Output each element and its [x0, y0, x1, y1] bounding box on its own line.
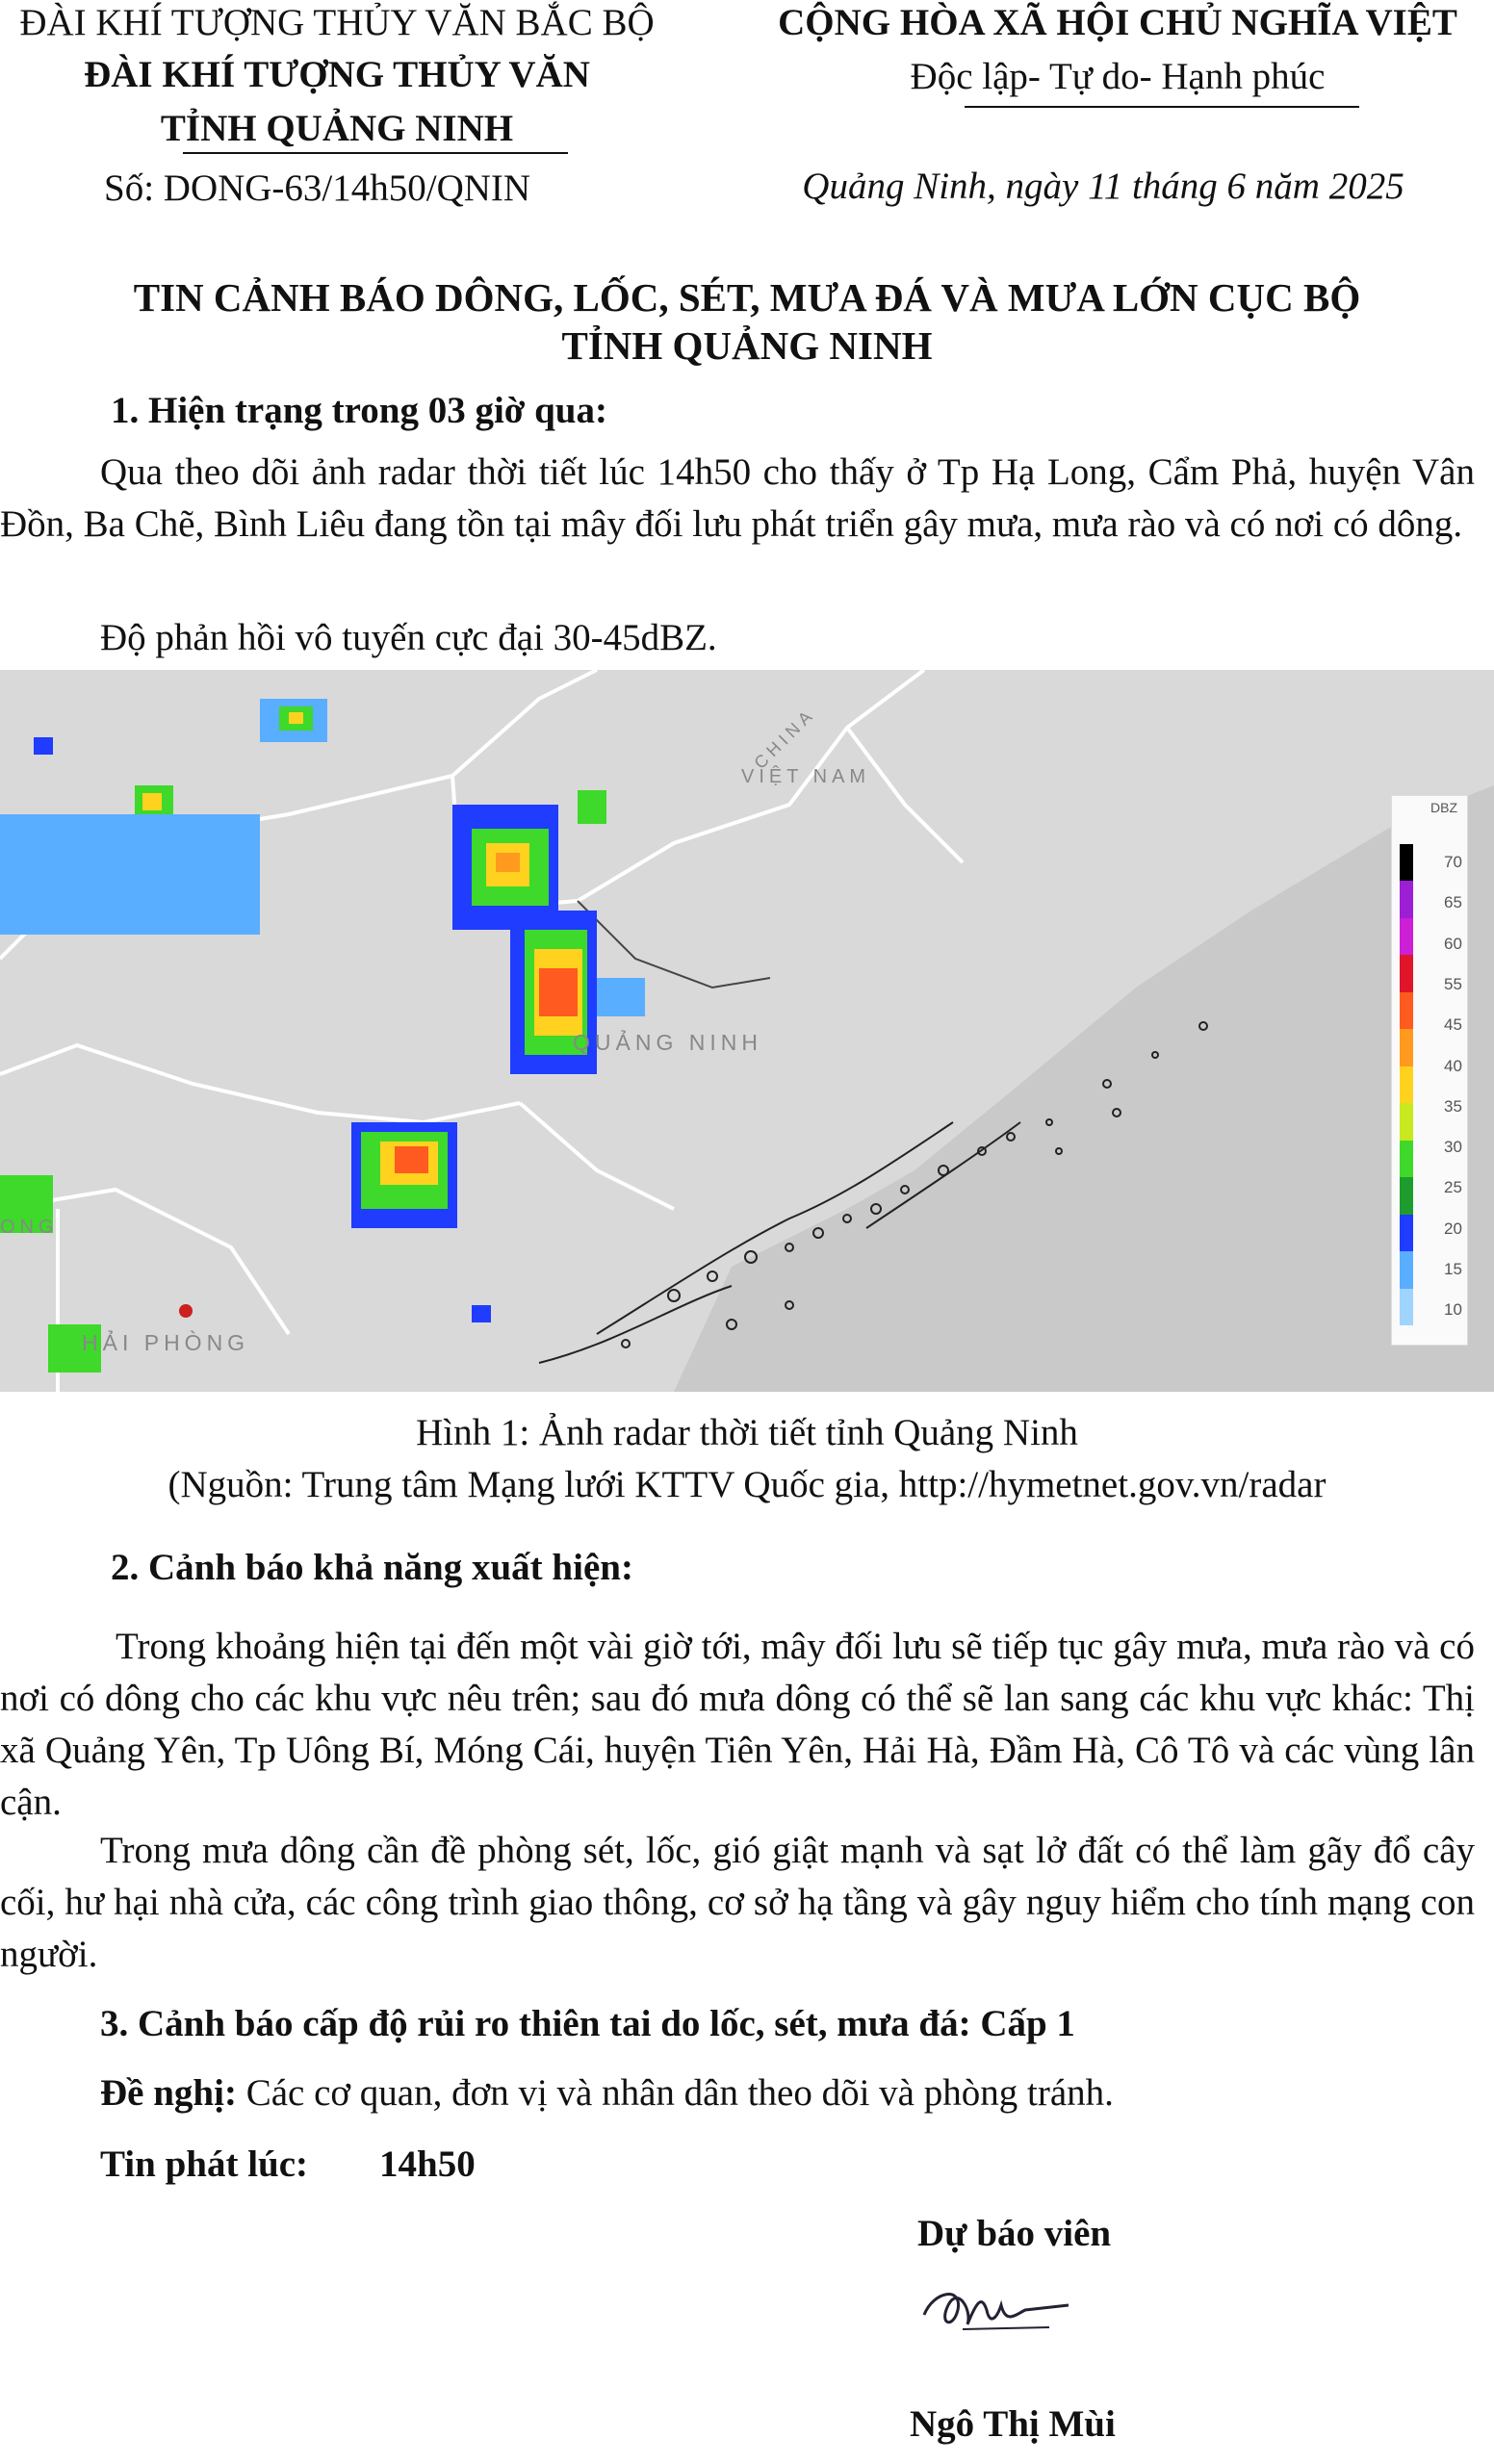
legend-color-step	[1400, 1141, 1413, 1177]
legend-value: 20	[1444, 1219, 1462, 1238]
legend-color-step	[1400, 1251, 1413, 1288]
legend-value: 65	[1444, 893, 1462, 912]
signature-mark	[905, 2272, 1097, 2348]
republic-title: CỘNG HÒA XÃ HỘI CHỦ NGHĨA VIỆT	[778, 2, 1457, 43]
legend-color-bar	[1400, 844, 1413, 1325]
legend-value: 60	[1444, 934, 1462, 953]
map-label-quangninh: QUẢNG NINH	[573, 1030, 762, 1055]
agency-province: TỈNH QUẢNG NINH	[160, 108, 514, 149]
agency-underline	[183, 152, 568, 154]
map-label-edge: ONG	[0, 1217, 59, 1238]
figure-source: (Nguồn: Trung tâm Mạng lưới KTTV Quốc gia, http://hymetnet.gov.vn/radar	[167, 1464, 1327, 1505]
legend-color-step	[1400, 1289, 1413, 1325]
recommendation	[100, 2071, 1114, 2115]
section2-paragraph1: Trong khoảng hiện tại đến một vài giờ tới, mây đối lưu sẽ tiếp tục gây mưa, mưa rào và có nơi có dông cho các khu vực nêu trên; sau đó mưa dông có thể sẽ lan sang các khu vực khác: Thị xã Quảng Yên, Tp Uông Bí, Móng Cái, huyện Tiên Yên, Hải Hà, Đầm Hà, Cô Tô và các vùng lân cận.	[0, 1626, 1475, 1823]
reflectivity-note: Độ phản hồi vô tuyến cực đại 30-45dBZ.	[100, 617, 717, 658]
document-title: TIN CẢNH BÁO DÔNG, LỐC, SÉT, MƯA ĐÁ VÀ MƯA LỚN CỤC BỘ	[133, 275, 1361, 320]
legend-color-step	[1400, 1215, 1413, 1251]
map-label-haiphong: HẢI PHÒNG	[82, 1330, 250, 1355]
legend-value: 45	[1444, 1015, 1462, 1035]
legend-value: 25	[1444, 1178, 1462, 1197]
legend-color-step	[1400, 1066, 1413, 1103]
place-date: Quảng Ninh, ngày 11 tháng 6 năm 2025	[802, 166, 1404, 207]
section1-paragraph: Qua theo dõi ảnh radar thời tiết lúc 14h50 cho thấy ở Tp Hạ Long, Cẩm Phả, huyện Vân Đồn, Ba Chẽ, Bình Liêu đang tồn tại mây đối lưu phát triển gây mưa, mưa rào và có nơi có dông.	[0, 451, 1475, 545]
signer-role: Dự báo viên	[917, 2213, 1112, 2254]
legend-value: 55	[1444, 974, 1462, 993]
map-label-china: CHINA	[750, 704, 819, 773]
doc-number: Số: DONG-63/14h50/QNIN	[104, 167, 531, 209]
issued-time: 14h50	[379, 2143, 476, 2185]
legend-color-step	[1400, 1103, 1413, 1140]
recommendation-text: Các cơ quan, đơn vị và nhân dân theo dõi và phòng tránh.	[236, 2072, 1114, 2114]
legend-color-step	[1400, 918, 1413, 955]
legend-unit: DBZ	[1430, 800, 1457, 815]
legend-color-step	[1400, 992, 1413, 1029]
section1-heading: 1. Hiện trạng trong 03 giờ qua:	[111, 390, 607, 431]
figure-caption: Hình 1: Ảnh radar thời tiết tỉnh Quảng Ninh	[416, 1412, 1078, 1453]
legend-color-step	[1400, 844, 1413, 881]
national-motto: Độc lập- Tự do- Hạnh phúc	[910, 56, 1326, 97]
recommendation-label: Đề nghị:	[100, 2072, 237, 2114]
motto-underline	[965, 106, 1359, 108]
legend-value: 40	[1444, 1056, 1462, 1075]
signer-name: Ngô Thị Mùi	[910, 2403, 1116, 2445]
issued-label: Tin phát lúc:	[100, 2143, 309, 2185]
legend-value: 15	[1444, 1260, 1462, 1278]
legend-value: 35	[1444, 1096, 1462, 1116]
map-label-vietnam: VIỆT NAM	[741, 766, 871, 787]
agency-parent: ĐÀI KHÍ TƯỢNG THỦY VĂN BẮC BỘ	[19, 2, 655, 43]
legend-value: 70	[1444, 853, 1462, 871]
section3-heading: 3. Cảnh báo cấp độ rủi ro thiên tai do lốc, sét, mưa đá: Cấp 1	[100, 2003, 1075, 2044]
section2-paragraph2: Trong mưa dông cần đề phòng sét, lốc, gió giật mạnh và sạt lở đất có thể làm gãy đổ cây cối, hư hại nhà cửa, các công trình giao thông, cơ sở hạ tầng và gây nguy hiểm cho tính mạng con người.	[0, 1830, 1475, 1975]
legend-color-step	[1400, 881, 1413, 917]
legend-value: 30	[1444, 1138, 1462, 1157]
legend-color-step	[1400, 955, 1413, 991]
document-subtitle: TỈNH QUẢNG NINH	[561, 323, 933, 368]
section2-heading: 2. Cảnh báo khả năng xuất hiện:	[111, 1547, 633, 1588]
agency-name: ĐÀI KHÍ TƯỢNG THỦY VĂN	[84, 54, 590, 95]
legend-value: 10	[1444, 1300, 1462, 1320]
legend-color-step	[1400, 1029, 1413, 1065]
legend-color-step	[1400, 1177, 1413, 1214]
